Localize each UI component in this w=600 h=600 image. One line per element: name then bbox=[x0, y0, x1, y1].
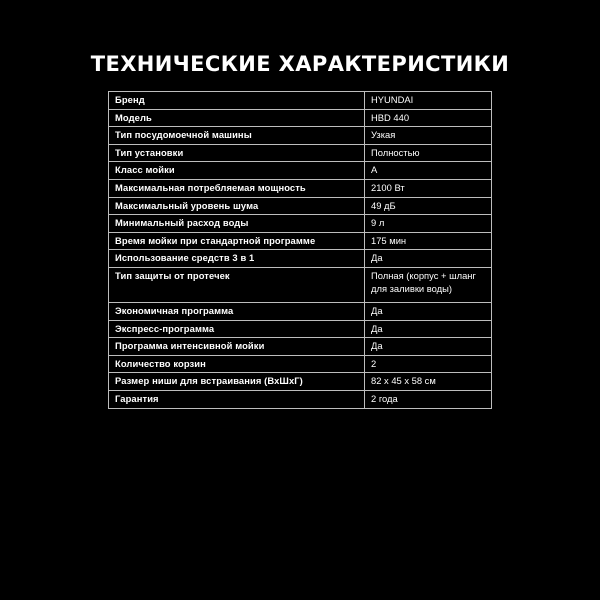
spec-label: Использование средств 3 в 1 bbox=[109, 250, 365, 268]
spec-label: Тип посудомоечной машины bbox=[109, 127, 365, 145]
table-row bbox=[109, 320, 492, 338]
table-row bbox=[109, 92, 492, 110]
spec-value: Полностью bbox=[365, 144, 492, 162]
spec-value: Полная (корпус + шланг для заливки воды) bbox=[365, 267, 492, 302]
table-row bbox=[109, 338, 492, 356]
spec-value: Узкая bbox=[365, 127, 492, 145]
spec-label: Тип защиты от протечек bbox=[109, 267, 365, 302]
spec-value: 2 bbox=[365, 355, 492, 373]
table-row bbox=[109, 179, 492, 197]
table-row bbox=[109, 144, 492, 162]
spec-label: Модель bbox=[109, 109, 365, 127]
spec-label: Тип установки bbox=[109, 144, 365, 162]
table-row bbox=[109, 197, 492, 215]
spec-value: A bbox=[365, 162, 492, 180]
spec-value: Да bbox=[365, 302, 492, 320]
table-row bbox=[109, 109, 492, 127]
spec-value: HBD 440 bbox=[365, 109, 492, 127]
spec-label: Экспресс-программа bbox=[109, 320, 365, 338]
table-row bbox=[109, 162, 492, 180]
table-row bbox=[109, 127, 492, 145]
table-row bbox=[109, 373, 492, 391]
table-row bbox=[109, 215, 492, 233]
spec-label: Программа интенсивной мойки bbox=[109, 338, 365, 356]
spec-value: 49 дБ bbox=[365, 197, 492, 215]
spec-label: Экономичная программа bbox=[109, 302, 365, 320]
table-row bbox=[109, 250, 492, 268]
spec-label: Класс мойки bbox=[109, 162, 365, 180]
spec-value: 2100 Вт bbox=[365, 179, 492, 197]
page-title: ТЕХНИЧЕСКИЕ ХАРАКТЕРИСТИКИ bbox=[90, 52, 510, 76]
spec-value: Да bbox=[365, 250, 492, 268]
spec-value: 2 года bbox=[365, 390, 492, 408]
spec-label: Гарантия bbox=[109, 390, 365, 408]
spec-label: Время мойки при стандартной программе bbox=[109, 232, 365, 250]
table-row bbox=[109, 267, 492, 302]
spec-value: Да bbox=[365, 338, 492, 356]
spec-label: Максимальный уровень шума bbox=[109, 197, 365, 215]
table-row bbox=[109, 232, 492, 250]
spec-label: Минимальный расход воды bbox=[109, 215, 365, 233]
table-row bbox=[109, 390, 492, 408]
spec-value: HYUNDAI bbox=[365, 92, 492, 110]
spec-value: 9 л bbox=[365, 215, 492, 233]
spec-label: Бренд bbox=[109, 92, 365, 110]
spec-value: 82 х 45 х 58 см bbox=[365, 373, 492, 391]
spec-value: Да bbox=[365, 320, 492, 338]
specs-table bbox=[108, 91, 492, 409]
spec-value: 175 мин bbox=[365, 232, 492, 250]
table-row bbox=[109, 302, 492, 320]
table-row bbox=[109, 355, 492, 373]
spec-label: Максимальная потребляемая мощность bbox=[109, 179, 365, 197]
spec-label: Количество корзин bbox=[109, 355, 365, 373]
spec-label: Размер ниши для встраивания (ВхШхГ) bbox=[109, 373, 365, 391]
